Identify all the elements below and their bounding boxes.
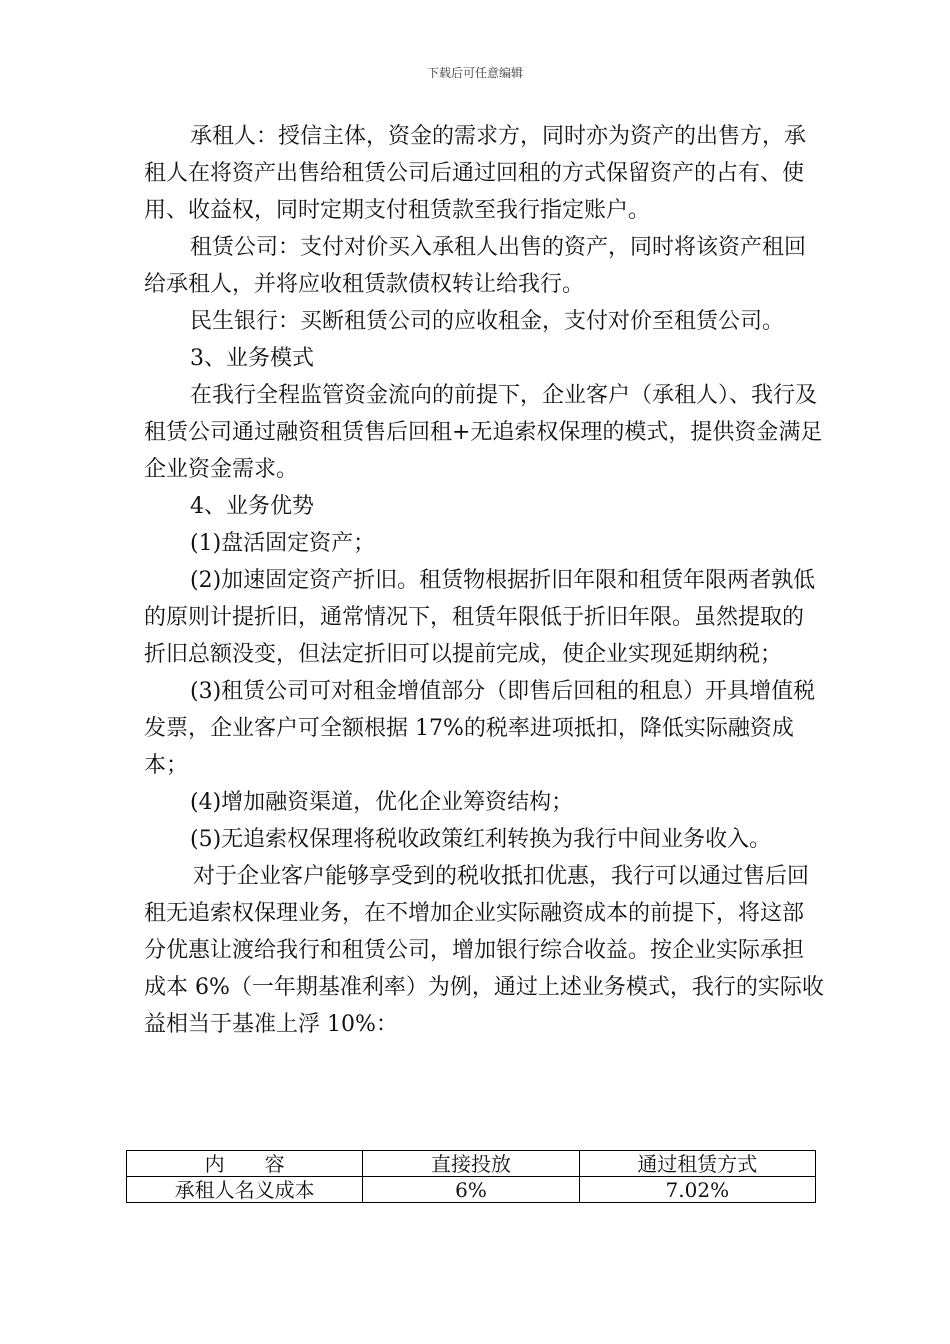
advantage-item-5: (5)无追索权保理将税收政策红利转换为我行中间业务收入。 [190, 827, 772, 852]
table-cell: 7.02% [579, 1177, 815, 1203]
section-heading-business-advantages: 4、业务优势 [190, 494, 314, 519]
cost-comparison-table [126, 1150, 816, 1203]
advantage-item-3: (3)租赁公司可对租金增值部分（即售后回租的租息）开具增值税发票，企业客户可全额根据 17%的税率进项抵扣，降低实际融资成本； [144, 679, 816, 778]
table-cell: 6% [363, 1177, 579, 1203]
section-heading-business-model: 3、业务模式 [190, 346, 314, 371]
document-body [144, 118, 824, 1043]
paragraph-leasing-company: 租赁公司：支付对价买入承租人出售的资产，同时将该资产租回给承租人，并将应收租赁款债权转让给我行。 [144, 235, 807, 297]
paragraph-lessee: 承租人：授信主体，资金的需求方，同时亦为资产的出售方，承租人在将资产出售给租赁公司后通过回租的方式保留资产的占有、使用、收益权，同时定期支付租赁款至我行指定账户。 [144, 124, 807, 223]
advantage-item-2: (2)加速固定资产折旧。租赁物根据折旧年限和租赁年限两者孰低的原则计提折旧，通常情况下，租赁年限低于折旧年限。虽然提取的折旧总额没变，但法定折旧可以提前完成，使企业实现延期纳税； [144, 568, 816, 667]
table-header-row [127, 1151, 816, 1177]
table-cell: 承租人名义成本 [127, 1177, 363, 1203]
table-header-content: 内 容 [127, 1151, 363, 1177]
table-header-direct: 直接投放 [363, 1151, 579, 1177]
paragraph-minsheng-bank: 民生银行：买断租赁公司的应收租金，支付对价至租赁公司。 [190, 309, 785, 334]
table-header-leasing: 通过租赁方式 [579, 1151, 815, 1177]
paragraph-business-model: 在我行全程监管资金流向的前提下，企业客户（承租人）、我行及租赁公司通过融资租赁售后回租+无追索权保理的模式，提供资金满足企业资金需求。 [144, 383, 823, 482]
table-row [127, 1177, 816, 1203]
advantage-item-4: (4)增加融资渠道，优化企业筹资结构； [190, 790, 574, 815]
advantage-item-1: (1)盘活固定资产； [190, 531, 376, 556]
paragraph-tax-benefit: 对于企业客户能够享受到的税收抵扣优惠，我行可以通过售后回租无追索权保理业务，在不增加企业实际融资成本的前提下，将这部分优惠让渡给我行和租赁公司，增加银行综合收益。按企业实际承担成本 6%（一年期基准利率）为例，通过上述业务模式，我行的实际收益相当于基准上浮 10%： [144, 864, 824, 1037]
header-note: 下载后可任意编辑 [426, 66, 523, 80]
